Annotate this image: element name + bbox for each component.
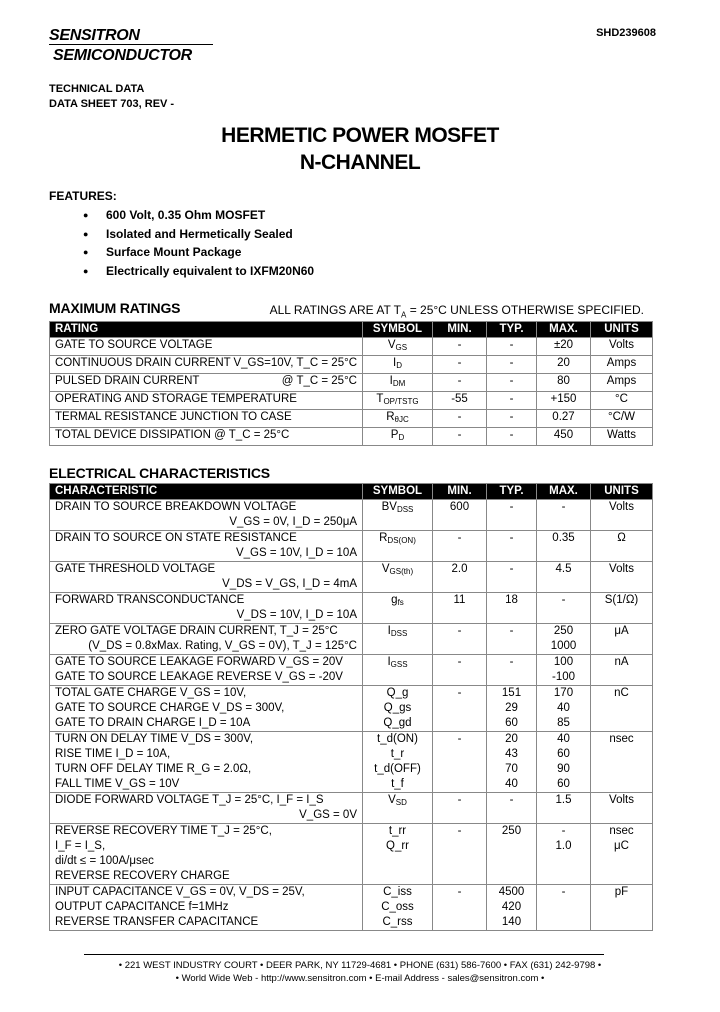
col-max: MAX. — [537, 322, 591, 338]
characteristic-cell: DIODE FORWARD VOLTAGE T_J = 25°C, I_F = I_S V_GS = 0V — [50, 793, 363, 824]
units-cell: μA — [591, 624, 653, 655]
max-cell: 0.35 — [537, 531, 591, 562]
symbol-cell: t_rr Q_rr — [363, 824, 433, 885]
table-header-row — [50, 322, 653, 338]
units-cell: Volts — [591, 793, 653, 824]
features-list — [78, 206, 314, 280]
typ-cell: - — [487, 531, 537, 562]
max-cell: 250 1000 — [537, 624, 591, 655]
min-cell: - — [433, 428, 487, 446]
table-row — [50, 624, 653, 655]
table-row — [50, 392, 653, 410]
min-cell: - — [433, 531, 487, 562]
min-cell: - — [433, 824, 487, 885]
units-cell: Volts — [591, 338, 653, 356]
rating-cell: TOTAL DEVICE DISSIPATION @ T_C = 25°C — [50, 428, 363, 446]
units-cell: nsec μC — [591, 824, 653, 885]
typ-cell: 20 43 70 40 — [487, 732, 537, 793]
characteristic-cell: REVERSE RECOVERY TIME T_J = 25°C, I_F = I_S, di/dt ≤ = 100A/μsec REVERSE RECOVERY CHARGE — [50, 824, 363, 885]
symbol-cell: $P_D$ — [363, 428, 433, 446]
units-cell: Amps — [591, 356, 653, 374]
symbol-cell: $V_{GS}$ — [363, 338, 433, 356]
table-row — [50, 593, 653, 624]
col-min: MIN. — [433, 322, 487, 338]
min-cell: 11 — [433, 593, 487, 624]
table-row — [50, 500, 653, 531]
min-cell: 600 — [433, 500, 487, 531]
table-row — [50, 562, 653, 593]
typ-cell: - — [487, 338, 537, 356]
min-cell: - — [433, 793, 487, 824]
characteristic-cell: GATE TO SOURCE LEAKAGE FORWARD V_GS = 20V GATE TO SOURCE LEAKAGE REVERSE V_GS = -20V — [50, 655, 363, 686]
table-row — [50, 374, 653, 392]
brand-name-line2: SEMICONDUCTOR — [53, 47, 192, 64]
max-cell: - 1.0 — [537, 824, 591, 885]
features-heading: FEATURES: — [49, 189, 117, 203]
min-cell: - — [433, 686, 487, 732]
max-cell: - — [537, 593, 591, 624]
table-row — [50, 824, 653, 885]
units-cell: °C/W — [591, 410, 653, 428]
units-cell: S(1/Ω) — [591, 593, 653, 624]
typ-cell: - — [487, 410, 537, 428]
footer-web: • World Wide Web - http://www.sensitron.com • E-mail Address - sales@sensitron.com • — [175, 973, 545, 984]
characteristic-cell: TURN ON DELAY TIME V_DS = 300V, RISE TIME I_D = 10A, TURN OFF DELAY TIME R_G = 2.0Ω, FALL TIME V_GS = 10V — [50, 732, 363, 793]
min-cell: - — [433, 338, 487, 356]
max-cell: 100 -100 — [537, 655, 591, 686]
ratings-note: ALL RATINGS ARE AT $T_A = 25^\circ C$ UNLESS OTHERWISE SPECIFIED. — [269, 303, 644, 320]
symbol-cell: $g_{fs}$ — [363, 593, 433, 624]
symbol-cell: $I_{GSS}$ — [363, 655, 433, 686]
min-cell: -55 — [433, 392, 487, 410]
col-min: MIN. — [433, 484, 487, 500]
typ-cell: - — [487, 624, 537, 655]
min-cell: - — [433, 655, 487, 686]
rating-cell: TERMAL RESISTANCE JUNCTION TO CASE — [50, 410, 363, 428]
typ-cell: 250 — [487, 824, 537, 885]
units-cell: Volts — [591, 500, 653, 531]
table-row — [50, 428, 653, 446]
symbol-cell: $I_{DM}$ — [363, 374, 433, 392]
characteristic-cell: TOTAL GATE CHARGE V_GS = 10V, GATE TO SOURCE CHARGE V_DS = 300V, GATE TO DRAIN CHARGE I_D = 10A — [50, 686, 363, 732]
table-row — [50, 732, 653, 793]
units-cell: nA — [591, 655, 653, 686]
typ-cell: 4500 420 140 — [487, 885, 537, 931]
max-cell: - — [537, 500, 591, 531]
typ-cell: - — [487, 392, 537, 410]
rating-cell: CONTINUOUS DRAIN CURRENT V_GS=10V, T_C = 25°C — [50, 356, 363, 374]
footer-rule — [84, 954, 604, 955]
col-max: MAX. — [537, 484, 591, 500]
max-cell: ±20 — [537, 338, 591, 356]
symbol-cell: $V_{SD}$ — [363, 793, 433, 824]
rating-cell: PULSED DRAIN CURRENT @ T_C = 25°C — [50, 374, 363, 392]
table-header-row — [50, 484, 653, 500]
symbol-cell: $T_{OP/TSTG}$ — [363, 392, 433, 410]
feature-item: ● Surface Mount Package — [78, 243, 314, 262]
typ-cell: - — [487, 356, 537, 374]
brand-name-line1: SENSITRON — [49, 27, 140, 44]
max-cell: 80 — [537, 374, 591, 392]
min-cell: - — [433, 624, 487, 655]
max-cell: 20 — [537, 356, 591, 374]
symbol-cell: $I_{DSS}$ — [363, 624, 433, 655]
symbol-cell: $R_{\theta JC}$ — [363, 410, 433, 428]
symbol-cell: Q_g Q_gs Q_gd — [363, 686, 433, 732]
elec-table — [49, 483, 653, 931]
units-cell: nsec — [591, 732, 653, 793]
characteristic-cell: DRAIN TO SOURCE BREAKDOWN VOLTAGE V_GS = 0V, I_D = 250μA — [50, 500, 363, 531]
symbol-cell: $I_D$ — [363, 356, 433, 374]
characteristic-cell: FORWARD TRANSCONDUCTANCE V_DS = 10V, I_D = 10A — [50, 593, 363, 624]
max-cell: 450 — [537, 428, 591, 446]
col-characteristic: CHARACTERISTIC — [50, 484, 363, 500]
max-cell: 170 40 85 — [537, 686, 591, 732]
typ-cell: - — [487, 793, 537, 824]
symbol-cell: $BV_{DSS}$ — [363, 500, 433, 531]
col-symbol: SYMBOL — [363, 484, 433, 500]
technical-data-label: TECHNICAL DATA — [49, 83, 145, 95]
table-row — [50, 410, 653, 428]
units-cell: Watts — [591, 428, 653, 446]
table-row — [50, 531, 653, 562]
typ-cell: 18 — [487, 593, 537, 624]
typ-cell: 151 29 60 — [487, 686, 537, 732]
characteristic-cell: INPUT CAPACITANCE V_GS = 0V, V_DS = 25V, OUTPUT CAPACITANCE f=1MHz REVERSE TRANSFER CAPACITANCE — [50, 885, 363, 931]
symbol-cell: t_d(ON) t_r t_d(OFF) t_f — [363, 732, 433, 793]
max-cell: - — [537, 885, 591, 931]
rating-cell: OPERATING AND STORAGE TEMPERATURE — [50, 392, 363, 410]
min-cell: - — [433, 732, 487, 793]
units-cell: Ω — [591, 531, 653, 562]
rating-cell: GATE TO SOURCE VOLTAGE — [50, 338, 363, 356]
table-row — [50, 338, 653, 356]
col-units: UNITS — [591, 484, 653, 500]
min-cell: - — [433, 410, 487, 428]
elec-heading: ELECTRICAL CHARACTERISTICS — [49, 465, 270, 481]
min-cell: - — [433, 885, 487, 931]
characteristic-cell: GATE THRESHOLD VOLTAGE V_DS = V_GS, I_D = 4mA — [50, 562, 363, 593]
min-cell: 2.0 — [433, 562, 487, 593]
units-cell: Volts — [591, 562, 653, 593]
feature-item: ● 600 Volt, 0.35 Ohm MOSFET — [78, 206, 314, 225]
max-ratings-table — [49, 321, 653, 446]
brand-underline — [49, 44, 213, 45]
max-cell: 0.27 — [537, 410, 591, 428]
typ-cell: - — [487, 655, 537, 686]
col-rating: RATING — [50, 322, 363, 338]
typ-cell: - — [487, 374, 537, 392]
col-typ: TYP. — [487, 484, 537, 500]
table-row — [50, 686, 653, 732]
max-ratings-heading: MAXIMUM RATINGS — [49, 300, 181, 316]
typ-cell: - — [487, 428, 537, 446]
units-cell: nC — [591, 686, 653, 732]
col-typ: TYP. — [487, 322, 537, 338]
symbol-cell: C_iss C_oss C_rss — [363, 885, 433, 931]
max-cell: +150 — [537, 392, 591, 410]
units-cell: °C — [591, 392, 653, 410]
max-cell: 1.5 — [537, 793, 591, 824]
symbol-cell: $V_{GS(th)}$ — [363, 562, 433, 593]
min-cell: - — [433, 356, 487, 374]
table-row — [50, 885, 653, 931]
page-subtitle: N-CHANNEL — [299, 151, 421, 174]
data-sheet-label: DATA SHEET 703, REV - — [49, 98, 175, 110]
typ-cell: - — [487, 500, 537, 531]
units-cell: pF — [591, 885, 653, 931]
characteristic-cell: DRAIN TO SOURCE ON STATE RESISTANCE V_GS = 10V, I_D = 10A — [50, 531, 363, 562]
symbol-cell: $R_{DS(ON)}$ — [363, 531, 433, 562]
feature-item: ● Isolated and Hermetically Sealed — [78, 225, 314, 244]
table-row — [50, 655, 653, 686]
typ-cell: - — [487, 562, 537, 593]
col-units: UNITS — [591, 322, 653, 338]
feature-item: ● Electrically equivalent to IXFM20N60 — [78, 262, 314, 281]
max-cell: 40 60 90 60 — [537, 732, 591, 793]
part-number: SHD239608 — [596, 27, 656, 39]
col-symbol: SYMBOL — [363, 322, 433, 338]
table-row — [50, 793, 653, 824]
table-row — [50, 356, 653, 374]
page-title: HERMETIC POWER MOSFET — [221, 124, 499, 147]
max-cell: 4.5 — [537, 562, 591, 593]
characteristic-cell: ZERO GATE VOLTAGE DRAIN CURRENT, T_J = 25°C (V_DS = 0.8xMax. Rating, V_GS = 0V), T_J = 125°C — [50, 624, 363, 655]
min-cell: - — [433, 374, 487, 392]
units-cell: Amps — [591, 374, 653, 392]
footer-address: • 221 WEST INDUSTRY COURT • DEER PARK, NY 11729-4681 • PHONE (631) 586-7600 • FAX (631) 242-9798 • — [118, 960, 602, 971]
